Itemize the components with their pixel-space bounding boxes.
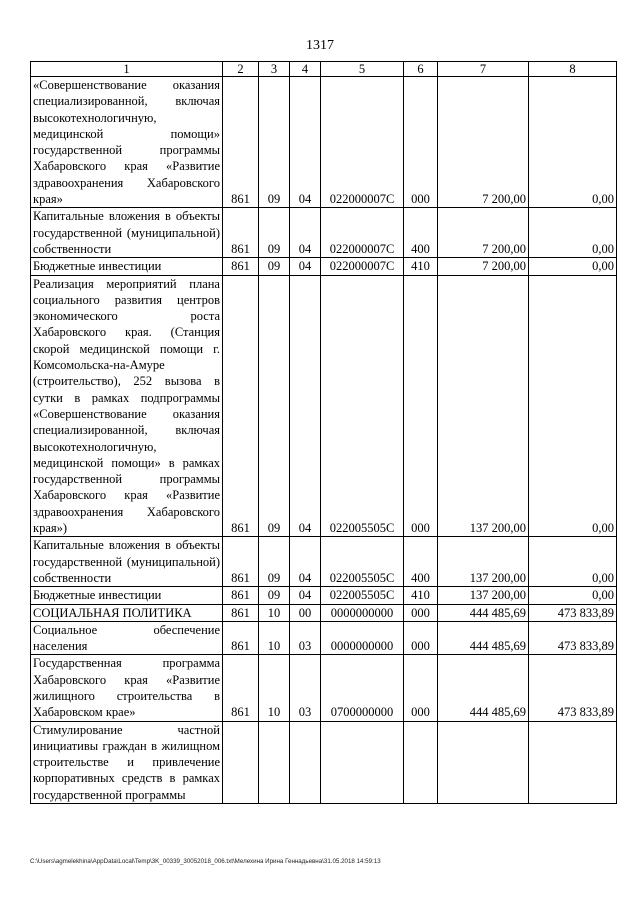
row-name: Социальное обеспечение населения	[31, 621, 223, 655]
cell-col3: 09	[259, 208, 290, 258]
cell-col2: 861	[223, 208, 259, 258]
cell-col6: 000	[404, 604, 438, 621]
column-header: 4	[290, 62, 321, 77]
cell-col3: 10	[259, 621, 290, 655]
cell-col8	[529, 721, 617, 803]
cell-col8: 0,00	[529, 537, 617, 587]
cell-col7: 7 200,00	[438, 208, 529, 258]
cell-col5: 022000007С	[321, 77, 404, 208]
cell-col5: 022005505С	[321, 587, 404, 604]
column-header: 1	[31, 62, 223, 77]
cell-col3: 09	[259, 537, 290, 587]
column-header: 6	[404, 62, 438, 77]
cell-col8: 473 833,89	[529, 655, 617, 721]
cell-col8: 0,00	[529, 275, 617, 537]
cell-col3: 09	[259, 258, 290, 275]
row-name: СОЦИАЛЬНАЯ ПОЛИТИКА	[31, 604, 223, 621]
table-row	[31, 258, 617, 275]
cell-col8: 0,00	[529, 258, 617, 275]
cell-col6: 000	[404, 77, 438, 208]
cell-col5: 0000000000	[321, 621, 404, 655]
cell-col2: 861	[223, 587, 259, 604]
table-row	[31, 77, 617, 208]
cell-col4	[290, 721, 321, 803]
cell-col5: 0000000000	[321, 604, 404, 621]
cell-col5: 022000007С	[321, 258, 404, 275]
cell-col7	[438, 721, 529, 803]
table-row	[31, 587, 617, 604]
cell-col3: 09	[259, 587, 290, 604]
cell-col4: 04	[290, 587, 321, 604]
cell-col5: 022005505С	[321, 537, 404, 587]
cell-col7: 444 485,69	[438, 604, 529, 621]
cell-col3	[259, 721, 290, 803]
cell-col8: 473 833,89	[529, 604, 617, 621]
table-row	[31, 621, 617, 655]
row-name: Бюджетные инвестиции	[31, 587, 223, 604]
cell-col4: 03	[290, 655, 321, 721]
cell-col7: 444 485,69	[438, 655, 529, 721]
column-header: 2	[223, 62, 259, 77]
cell-col2: 861	[223, 537, 259, 587]
cell-col2: 861	[223, 621, 259, 655]
cell-col5	[321, 721, 404, 803]
budget-table	[30, 61, 617, 804]
cell-col4: 00	[290, 604, 321, 621]
page-number: 1317	[306, 38, 334, 53]
cell-col4: 04	[290, 208, 321, 258]
row-name: Капитальные вложения в объекты государственной (муниципальной) собственности	[31, 208, 223, 258]
cell-col7: 137 200,00	[438, 537, 529, 587]
cell-col4: 03	[290, 621, 321, 655]
table-row	[31, 604, 617, 621]
cell-col3: 09	[259, 275, 290, 537]
row-name: Государственная программа Хабаровского края «Развитие жилищного строительства в Хабаровском крае»	[31, 655, 223, 721]
cell-col6: 400	[404, 537, 438, 587]
cell-col7: 137 200,00	[438, 587, 529, 604]
cell-col6: 000	[404, 655, 438, 721]
row-name: «Совершенствование оказания специализированной, включая высокотехнологичную, медицинской помощи» государственной программы Хабаровского края «Развитие здравоохранения Хабаровского края»	[31, 77, 223, 208]
cell-col4: 04	[290, 275, 321, 537]
cell-col2: 861	[223, 655, 259, 721]
table-row	[31, 655, 617, 721]
column-header: 3	[259, 62, 290, 77]
cell-col3: 10	[259, 655, 290, 721]
column-header: 7	[438, 62, 529, 77]
cell-col8: 473 833,89	[529, 621, 617, 655]
row-name: Бюджетные инвестиции	[31, 258, 223, 275]
cell-col7: 7 200,00	[438, 258, 529, 275]
cell-col5: 022005505С	[321, 275, 404, 537]
cell-col3: 10	[259, 604, 290, 621]
row-name: Капитальные вложения в объекты государственной (муниципальной) собственности	[31, 537, 223, 587]
column-header: 8	[529, 62, 617, 77]
cell-col2: 861	[223, 258, 259, 275]
table-row	[31, 208, 617, 258]
cell-col8: 0,00	[529, 208, 617, 258]
header-row	[31, 62, 617, 77]
cell-col6: 000	[404, 275, 438, 537]
cell-col2: 861	[223, 77, 259, 208]
row-name: Реализация мероприятий плана социального развития центров экономического роста Хабаровского края. (Станция скорой медицинской помощи г. Комсомольска-на-Амуре (строительство), 252 вызова в сутки в рамках подпрограммы «Совершенствование оказания специализированной, включая высокотехнологичную, медицинской помощи» в рамках государственной программы Хабаровского края «Развитие здравоохранения Хабаровского края»)	[31, 275, 223, 537]
cell-col8: 0,00	[529, 587, 617, 604]
cell-col4: 04	[290, 77, 321, 208]
cell-col4: 04	[290, 258, 321, 275]
cell-col8: 0,00	[529, 77, 617, 208]
cell-col6: 400	[404, 208, 438, 258]
cell-col5: 022000007С	[321, 208, 404, 258]
cell-col6	[404, 721, 438, 803]
table-row	[31, 275, 617, 537]
column-header: 5	[321, 62, 404, 77]
cell-col7: 137 200,00	[438, 275, 529, 537]
cell-col6: 410	[404, 587, 438, 604]
cell-col2: 861	[223, 604, 259, 621]
cell-col4: 04	[290, 537, 321, 587]
file-path-footer: C:\Users\agmelekhina\AppData\Local\Temp\3K_00339_30052018_006.txt\Мелехина Ирина Геннадьевна\31.05.2018 14:59:13	[30, 858, 381, 865]
cell-col6: 000	[404, 621, 438, 655]
cell-col2: 861	[223, 275, 259, 537]
table-row	[31, 721, 617, 803]
cell-col3: 09	[259, 77, 290, 208]
cell-col2	[223, 721, 259, 803]
cell-col7: 7 200,00	[438, 77, 529, 208]
row-name: Стимулирование частной инициативы граждан в жилищном строительстве и привлечение корпоративных средств в рамках государственной программы	[31, 721, 223, 803]
cell-col5: 0700000000	[321, 655, 404, 721]
cell-col7: 444 485,69	[438, 621, 529, 655]
table-row	[31, 537, 617, 587]
cell-col6: 410	[404, 258, 438, 275]
